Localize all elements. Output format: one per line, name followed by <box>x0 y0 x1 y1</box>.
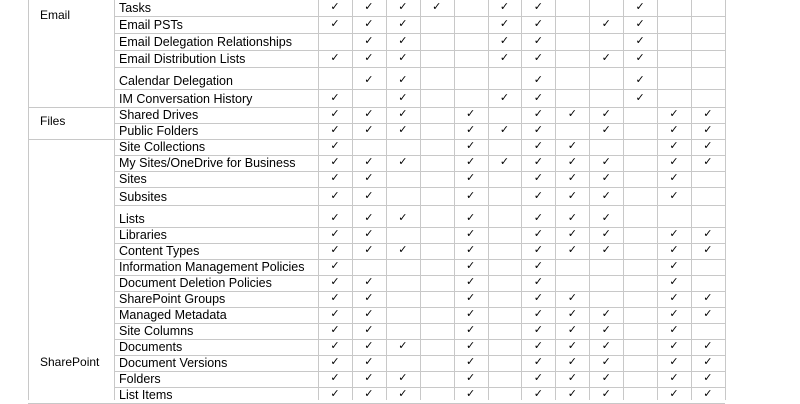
check-mark-icon: ✓ <box>364 275 374 288</box>
row-label: Site Columns <box>119 324 194 338</box>
check-mark-icon: ✓ <box>703 307 713 320</box>
check-mark-icon: ✓ <box>601 123 611 136</box>
check-mark-icon: ✓ <box>635 34 645 47</box>
check-mark-icon: ✓ <box>601 107 611 120</box>
check-mark-icon: ✓ <box>330 155 340 168</box>
check-mark-icon: ✓ <box>398 51 408 64</box>
check-mark-icon: ✓ <box>567 291 577 304</box>
check-mark-icon: ✓ <box>364 107 374 120</box>
check-mark-icon: ✓ <box>398 371 408 384</box>
check-mark-icon: ✓ <box>364 189 374 202</box>
row-label: Email Delegation Relationships <box>119 35 293 49</box>
check-mark-icon: ✓ <box>533 34 543 47</box>
column-divider <box>725 0 726 400</box>
check-mark-icon: ✓ <box>601 243 611 256</box>
check-mark-icon: ✓ <box>567 171 577 184</box>
check-mark-icon: ✓ <box>703 387 713 400</box>
check-mark-icon: ✓ <box>398 243 408 256</box>
check-mark-icon: ✓ <box>567 211 577 224</box>
check-mark-icon: ✓ <box>330 259 340 272</box>
category-label: SharePoint <box>40 355 100 369</box>
check-mark-icon: ✓ <box>465 171 476 184</box>
check-mark-icon: ✓ <box>567 355 577 368</box>
check-mark-icon: ✓ <box>669 371 679 384</box>
check-mark-icon: ✓ <box>330 171 340 184</box>
check-mark-icon: ✓ <box>364 307 374 320</box>
check-mark-icon: ✓ <box>364 17 374 30</box>
check-mark-icon: ✓ <box>465 355 476 368</box>
check-mark-icon: ✓ <box>330 371 340 384</box>
check-mark-icon: ✓ <box>465 123 476 136</box>
check-mark-icon: ✓ <box>601 387 611 400</box>
check-mark-icon: ✓ <box>533 243 543 256</box>
check-mark-icon: ✓ <box>567 323 577 336</box>
check-mark-icon: ✓ <box>330 339 340 352</box>
check-mark-icon: ✓ <box>635 91 645 104</box>
check-mark-icon: ✓ <box>398 17 408 30</box>
row-divider <box>114 187 725 188</box>
category-label: Files <box>40 114 66 128</box>
check-mark-icon: ✓ <box>601 355 611 368</box>
row-divider <box>114 89 725 90</box>
column-divider <box>420 0 421 400</box>
check-mark-icon: ✓ <box>533 339 543 352</box>
check-mark-icon: ✓ <box>669 275 679 288</box>
row-label: Public Folders <box>119 124 199 138</box>
check-mark-icon: ✓ <box>567 155 577 168</box>
row-divider <box>114 205 725 206</box>
check-mark-icon: ✓ <box>364 171 374 184</box>
check-mark-icon: ✓ <box>635 17 645 30</box>
check-mark-icon: ✓ <box>669 323 679 336</box>
check-mark-icon: ✓ <box>601 17 611 30</box>
check-mark-icon: ✓ <box>465 155 476 168</box>
check-mark-icon: ✓ <box>465 259 476 272</box>
check-mark-icon: ✓ <box>533 371 543 384</box>
check-mark-icon: ✓ <box>703 355 713 368</box>
row-label: IM Conversation History <box>119 92 253 106</box>
row-label: Sites <box>119 172 147 186</box>
check-mark-icon: ✓ <box>669 339 679 352</box>
row-divider <box>114 323 725 324</box>
check-mark-icon: ✓ <box>567 371 577 384</box>
row-label: My Sites/OneDrive for Business <box>119 156 296 170</box>
row-divider <box>114 50 725 51</box>
check-mark-icon: ✓ <box>364 73 374 86</box>
check-mark-icon: ✓ <box>601 339 611 352</box>
check-mark-icon: ✓ <box>669 139 679 152</box>
check-mark-icon: ✓ <box>703 155 713 168</box>
check-mark-icon: ✓ <box>364 323 374 336</box>
check-mark-icon: ✓ <box>567 227 577 240</box>
check-mark-icon: ✓ <box>330 387 340 400</box>
row-label: SharePoint Groups <box>119 292 226 306</box>
row-label: Site Collections <box>119 140 206 154</box>
row-label: Calendar Delegation <box>119 74 233 88</box>
check-mark-icon: ✓ <box>364 243 374 256</box>
check-mark-icon: ✓ <box>533 139 543 152</box>
check-mark-icon: ✓ <box>330 189 340 202</box>
check-mark-icon: ✓ <box>533 51 543 64</box>
check-mark-icon: ✓ <box>465 323 476 336</box>
check-mark-icon: ✓ <box>567 307 577 320</box>
check-mark-icon: ✓ <box>567 107 577 120</box>
check-mark-icon: ✓ <box>703 227 713 240</box>
check-mark-icon: ✓ <box>330 107 340 120</box>
check-mark-icon: ✓ <box>465 307 476 320</box>
check-mark-icon: ✓ <box>398 123 408 136</box>
check-mark-icon: ✓ <box>567 387 577 400</box>
row-label: Information Management Policies <box>119 260 305 274</box>
check-mark-icon: ✓ <box>364 211 374 224</box>
check-mark-icon: ✓ <box>533 387 543 400</box>
check-mark-icon: ✓ <box>703 139 713 152</box>
check-mark-icon: ✓ <box>330 291 340 304</box>
check-mark-icon: ✓ <box>533 211 543 224</box>
check-mark-icon: ✓ <box>398 339 408 352</box>
row-label: Documents <box>119 340 183 354</box>
check-mark-icon: ✓ <box>330 275 340 288</box>
check-mark-icon: ✓ <box>669 107 679 120</box>
check-mark-icon: ✓ <box>533 355 543 368</box>
check-mark-icon: ✓ <box>669 123 679 136</box>
check-mark-icon: ✓ <box>601 211 611 224</box>
check-mark-icon: ✓ <box>567 243 577 256</box>
check-mark-icon: ✓ <box>499 0 510 13</box>
check-mark-icon: ✓ <box>533 259 543 272</box>
check-mark-icon: ✓ <box>330 139 340 152</box>
check-mark-icon: ✓ <box>601 307 611 320</box>
check-mark-icon: ✓ <box>567 139 577 152</box>
check-mark-icon: ✓ <box>533 323 543 336</box>
check-mark-icon: ✓ <box>364 371 374 384</box>
check-mark-icon: ✓ <box>330 91 340 104</box>
check-mark-icon: ✓ <box>398 107 408 120</box>
check-mark-icon: ✓ <box>465 339 476 352</box>
row-divider <box>114 171 725 172</box>
row-label: Managed Metadata <box>119 308 227 322</box>
check-mark-icon: ✓ <box>398 0 408 13</box>
check-mark-icon: ✓ <box>330 0 340 13</box>
row-divider <box>114 33 725 34</box>
check-mark-icon: ✓ <box>533 0 543 13</box>
check-mark-icon: ✓ <box>432 0 442 13</box>
check-mark-icon: ✓ <box>669 227 679 240</box>
check-mark-icon: ✓ <box>533 275 543 288</box>
check-mark-icon: ✓ <box>533 107 543 120</box>
check-mark-icon: ✓ <box>635 0 645 13</box>
check-mark-icon: ✓ <box>669 307 679 320</box>
check-mark-icon: ✓ <box>499 51 510 64</box>
check-mark-icon: ✓ <box>601 171 611 184</box>
check-mark-icon: ✓ <box>398 387 408 400</box>
check-mark-icon: ✓ <box>330 17 340 30</box>
check-mark-icon: ✓ <box>364 355 374 368</box>
row-label: Document Versions <box>119 356 228 370</box>
check-mark-icon: ✓ <box>703 291 713 304</box>
check-mark-icon: ✓ <box>601 227 611 240</box>
check-mark-icon: ✓ <box>398 34 408 47</box>
check-mark-icon: ✓ <box>669 189 679 202</box>
check-mark-icon: ✓ <box>364 34 374 47</box>
check-mark-icon: ✓ <box>364 227 374 240</box>
check-mark-icon: ✓ <box>669 171 679 184</box>
check-mark-icon: ✓ <box>499 17 510 30</box>
category-divider <box>114 0 115 400</box>
row-divider <box>114 16 725 17</box>
check-mark-icon: ✓ <box>635 73 645 86</box>
check-mark-icon: ✓ <box>330 307 340 320</box>
check-mark-icon: ✓ <box>364 123 374 136</box>
check-mark-icon: ✓ <box>703 107 713 120</box>
row-label: Libraries <box>119 228 167 242</box>
row-label: Tasks <box>119 1 151 15</box>
check-mark-icon: ✓ <box>364 291 374 304</box>
check-mark-icon: ✓ <box>601 51 611 64</box>
check-mark-icon: ✓ <box>330 211 340 224</box>
check-mark-icon: ✓ <box>364 0 374 13</box>
check-mark-icon: ✓ <box>465 371 476 384</box>
check-mark-icon: ✓ <box>533 291 543 304</box>
check-mark-icon: ✓ <box>465 291 476 304</box>
check-mark-icon: ✓ <box>669 387 679 400</box>
check-mark-icon: ✓ <box>398 73 408 86</box>
check-mark-icon: ✓ <box>533 155 543 168</box>
row-label: Subsites <box>119 190 167 204</box>
table-border-left <box>28 0 29 400</box>
check-mark-icon: ✓ <box>567 339 577 352</box>
row-label: Document Deletion Policies <box>119 276 272 290</box>
check-mark-icon: ✓ <box>669 355 679 368</box>
check-mark-icon: ✓ <box>533 91 543 104</box>
check-mark-icon: ✓ <box>364 155 374 168</box>
row-label: Email Distribution Lists <box>119 52 246 66</box>
check-mark-icon: ✓ <box>669 155 679 168</box>
check-mark-icon: ✓ <box>398 211 408 224</box>
check-mark-icon: ✓ <box>364 51 374 64</box>
check-mark-icon: ✓ <box>465 275 476 288</box>
check-mark-icon: ✓ <box>601 155 611 168</box>
check-mark-icon: ✓ <box>465 139 476 152</box>
row-divider <box>114 67 725 68</box>
check-mark-icon: ✓ <box>330 243 340 256</box>
check-mark-icon: ✓ <box>330 323 340 336</box>
check-mark-icon: ✓ <box>499 155 510 168</box>
check-mark-icon: ✓ <box>669 291 679 304</box>
check-mark-icon: ✓ <box>703 339 713 352</box>
check-mark-icon: ✓ <box>533 73 543 86</box>
check-mark-icon: ✓ <box>499 123 510 136</box>
check-mark-icon: ✓ <box>533 123 543 136</box>
check-mark-icon: ✓ <box>364 387 374 400</box>
check-mark-icon: ✓ <box>398 155 408 168</box>
check-mark-icon: ✓ <box>601 371 611 384</box>
check-mark-icon: ✓ <box>330 227 340 240</box>
check-mark-icon: ✓ <box>465 243 476 256</box>
check-mark-icon: ✓ <box>567 189 577 202</box>
check-mark-icon: ✓ <box>398 91 408 104</box>
check-mark-icon: ✓ <box>465 189 476 202</box>
row-label: Email PSTs <box>119 18 183 32</box>
check-mark-icon: ✓ <box>703 123 713 136</box>
check-mark-icon: ✓ <box>330 355 340 368</box>
row-label: Lists <box>119 212 145 226</box>
check-mark-icon: ✓ <box>533 171 543 184</box>
category-label: Email <box>40 8 71 22</box>
check-mark-icon: ✓ <box>703 371 713 384</box>
check-mark-icon: ✓ <box>533 189 543 202</box>
check-mark-icon: ✓ <box>533 307 543 320</box>
check-mark-icon: ✓ <box>364 339 374 352</box>
row-label: Shared Drives <box>119 108 199 122</box>
check-mark-icon: ✓ <box>465 227 476 240</box>
check-mark-icon: ✓ <box>465 211 476 224</box>
check-mark-icon: ✓ <box>465 387 476 400</box>
row-label: List Items <box>119 388 173 402</box>
check-mark-icon: ✓ <box>669 259 679 272</box>
check-mark-icon: ✓ <box>499 91 510 104</box>
check-mark-icon: ✓ <box>533 227 543 240</box>
check-mark-icon: ✓ <box>465 107 476 120</box>
check-mark-icon: ✓ <box>669 243 679 256</box>
check-mark-icon: ✓ <box>635 51 645 64</box>
check-mark-icon: ✓ <box>330 123 340 136</box>
check-mark-icon: ✓ <box>601 189 611 202</box>
row-label: Content Types <box>119 244 200 258</box>
check-mark-icon: ✓ <box>533 17 543 30</box>
row-label: Folders <box>119 372 161 386</box>
check-mark-icon: ✓ <box>330 51 340 64</box>
check-mark-icon: ✓ <box>601 323 611 336</box>
check-mark-icon: ✓ <box>499 34 510 47</box>
row-divider <box>114 227 725 228</box>
check-mark-icon: ✓ <box>703 243 713 256</box>
